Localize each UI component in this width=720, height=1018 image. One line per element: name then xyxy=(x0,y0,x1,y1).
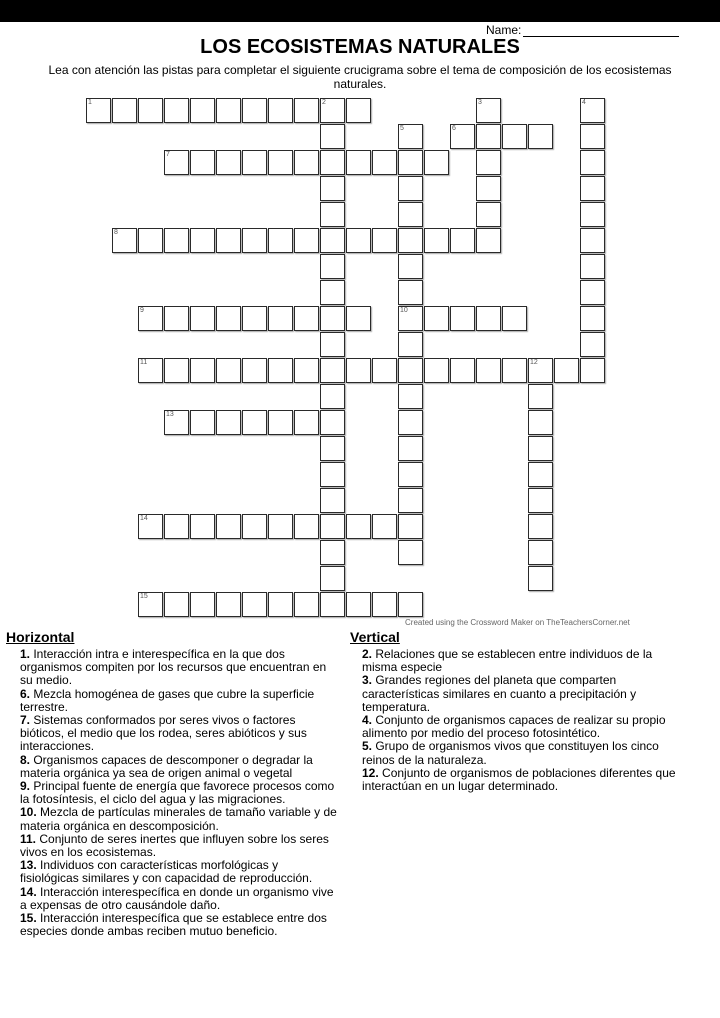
crossword-cell[interactable] xyxy=(268,150,293,175)
clue-number-10: 10 xyxy=(400,307,408,314)
horizontal-clue-text: Principal fuente de energía que favorece procesos como la fotosíntesis, el ciclo del agua y las migraciones. xyxy=(20,779,335,807)
crossword-cell[interactable] xyxy=(398,436,423,461)
crossword-cell[interactable] xyxy=(138,592,163,617)
horizontal-clue-text: Sistemas conformados por seres vivos o factores bióticos, el medio que los rodea, seres abióticos y sus interacciones. xyxy=(20,713,307,754)
vertical-clue-number: 5. xyxy=(362,739,373,754)
clue-number-7: 7 xyxy=(166,151,170,158)
crossword-cell[interactable] xyxy=(242,358,267,383)
crossword-cell[interactable] xyxy=(476,358,501,383)
crossword-cell[interactable] xyxy=(398,228,423,253)
crossword-cell[interactable] xyxy=(398,202,423,227)
crossword-cell[interactable] xyxy=(320,124,345,149)
crossword-cell[interactable] xyxy=(346,228,371,253)
crossword-cell[interactable] xyxy=(528,124,553,149)
horizontal-clue xyxy=(20,833,338,859)
crossword-cell[interactable] xyxy=(450,228,475,253)
vertical-clue xyxy=(362,740,682,766)
crossword-cell[interactable] xyxy=(320,410,345,435)
crossword-cell[interactable] xyxy=(372,592,397,617)
crossword-cell[interactable] xyxy=(580,124,605,149)
crossword-cell[interactable] xyxy=(398,306,423,331)
crossword-cell[interactable] xyxy=(424,306,449,331)
crossword-cell[interactable] xyxy=(138,306,163,331)
crossword-cell[interactable] xyxy=(138,358,163,383)
crossword-cell[interactable] xyxy=(190,98,215,123)
crossword-cell[interactable] xyxy=(346,306,371,331)
crossword-cell[interactable] xyxy=(268,306,293,331)
crossword-cell[interactable] xyxy=(424,150,449,175)
clue-number-6: 6 xyxy=(452,125,456,132)
crossword-cell[interactable] xyxy=(320,202,345,227)
crossword-cell[interactable] xyxy=(216,358,241,383)
crossword-cell[interactable] xyxy=(294,98,319,123)
crossword-cell[interactable] xyxy=(450,124,475,149)
crossword-cell[interactable] xyxy=(398,462,423,487)
crossword-cell[interactable] xyxy=(528,462,553,487)
crossword-cell[interactable] xyxy=(242,306,267,331)
credit-text: Created using the Crossword Maker on TheTeachersCorner.net xyxy=(405,618,630,627)
crossword-cell[interactable] xyxy=(164,98,189,123)
crossword-cell[interactable] xyxy=(528,436,553,461)
clue-number-9: 9 xyxy=(140,307,144,314)
crossword-cell[interactable] xyxy=(190,150,215,175)
clue-number-11: 11 xyxy=(140,359,148,366)
crossword-cell[interactable] xyxy=(476,202,501,227)
crossword-cell[interactable] xyxy=(268,228,293,253)
crossword-cell[interactable] xyxy=(372,228,397,253)
crossword-cell[interactable] xyxy=(580,332,605,357)
crossword-cell[interactable] xyxy=(320,332,345,357)
crossword-cell[interactable] xyxy=(398,592,423,617)
crossword-cell[interactable] xyxy=(320,176,345,201)
crossword-cell[interactable] xyxy=(398,332,423,357)
crossword-cell[interactable] xyxy=(216,592,241,617)
crossword-cell[interactable] xyxy=(346,150,371,175)
vertical-clue xyxy=(362,648,682,674)
vertical-clue-text: Conjunto de organismos capaces de realizar su propio alimento por medio del proceso fotosintético. xyxy=(362,713,666,741)
crossword-cell[interactable] xyxy=(398,254,423,279)
name-label: Name: xyxy=(486,23,522,37)
crossword-cell[interactable] xyxy=(294,514,319,539)
crossword-cell[interactable] xyxy=(580,228,605,253)
vertical-clue-text: Grupo de organismos vivos que constituyen los cinco reinos de la naturaleza. xyxy=(362,739,659,767)
clue-number-3: 3 xyxy=(478,99,482,106)
crossword-cell[interactable] xyxy=(190,306,215,331)
crossword-cell[interactable] xyxy=(216,514,241,539)
horizontal-clue xyxy=(20,912,338,938)
crossword-cell[interactable] xyxy=(112,228,137,253)
crossword-cell[interactable] xyxy=(164,514,189,539)
crossword-cell[interactable] xyxy=(320,228,345,253)
horizontal-clue-text: Organismos capaces de descomponer o degradar la materia orgánica ya sea de origen animal o vegetal xyxy=(20,752,313,780)
clue-number-15: 15 xyxy=(140,593,148,600)
crossword-cell[interactable] xyxy=(320,98,345,123)
vertical-clue-number: 12. xyxy=(362,765,379,780)
clue-number-1: 1 xyxy=(88,99,92,106)
horizontal-clue-text: Interacción interespecífica en donde un organismo vive a expensas de otro causándole daño. xyxy=(20,884,334,912)
crossword-cell[interactable] xyxy=(138,514,163,539)
horizontal-clue-list xyxy=(20,648,338,938)
crossword-cell[interactable] xyxy=(476,306,501,331)
crossword-cell[interactable] xyxy=(528,358,553,383)
crossword-cell[interactable] xyxy=(268,358,293,383)
crossword-cell[interactable] xyxy=(580,176,605,201)
crossword-cell[interactable] xyxy=(424,358,449,383)
crossword-cell[interactable] xyxy=(502,358,527,383)
crossword-cell[interactable] xyxy=(398,176,423,201)
horizontal-clue-number: 7. xyxy=(20,713,31,728)
crossword-cell[interactable] xyxy=(450,358,475,383)
crossword-cell[interactable] xyxy=(476,124,501,149)
crossword-cell[interactable] xyxy=(320,280,345,305)
crossword-cell[interactable] xyxy=(580,254,605,279)
crossword-cell[interactable] xyxy=(580,280,605,305)
clue-number-2: 2 xyxy=(322,99,326,106)
crossword-cell[interactable] xyxy=(424,228,449,253)
horizontal-clue xyxy=(20,806,338,832)
crossword-cell[interactable] xyxy=(528,410,553,435)
crossword-cell[interactable] xyxy=(164,592,189,617)
clue-number-4: 4 xyxy=(582,99,586,106)
horizontal-clue-number: 13. xyxy=(20,858,37,873)
crossword-cell[interactable] xyxy=(580,98,605,123)
crossword-cell[interactable] xyxy=(216,98,241,123)
crossword-cell[interactable] xyxy=(320,514,345,539)
vertical-clue xyxy=(362,674,682,714)
crossword-cell[interactable] xyxy=(554,358,579,383)
crossword-cell[interactable] xyxy=(242,410,267,435)
crossword-cell[interactable] xyxy=(398,410,423,435)
vertical-clue-number: 3. xyxy=(362,673,373,688)
vertical-clue xyxy=(362,714,682,740)
crossword-cell[interactable] xyxy=(372,150,397,175)
crossword-cell[interactable] xyxy=(476,176,501,201)
crossword-cell[interactable] xyxy=(268,514,293,539)
crossword-cell[interactable] xyxy=(346,358,371,383)
crossword-cell[interactable] xyxy=(528,384,553,409)
horizontal-heading: Horizontal xyxy=(6,629,75,645)
horizontal-clue-number: 10. xyxy=(20,805,37,820)
crossword-cell[interactable] xyxy=(528,488,553,513)
crossword-cell[interactable] xyxy=(190,410,215,435)
crossword-cell[interactable] xyxy=(398,540,423,565)
clue-number-14: 14 xyxy=(140,515,148,522)
crossword-cell[interactable] xyxy=(164,410,189,435)
horizontal-clue xyxy=(20,688,338,714)
horizontal-clue xyxy=(20,780,338,806)
crossword-cell[interactable] xyxy=(190,358,215,383)
crossword-cell[interactable] xyxy=(268,410,293,435)
vertical-clue-list xyxy=(362,648,682,793)
crossword-cell[interactable] xyxy=(528,540,553,565)
crossword-cell[interactable] xyxy=(294,228,319,253)
horizontal-clue xyxy=(20,754,338,780)
crossword-cell[interactable] xyxy=(476,228,501,253)
crossword-cell[interactable] xyxy=(242,150,267,175)
crossword-cell[interactable] xyxy=(320,488,345,513)
crossword-cell[interactable] xyxy=(268,98,293,123)
horizontal-clue-number: 1. xyxy=(20,647,31,661)
crossword-cell[interactable] xyxy=(476,150,501,175)
clue-number-8: 8 xyxy=(114,229,118,236)
crossword-cell[interactable] xyxy=(294,410,319,435)
crossword-cell[interactable] xyxy=(346,514,371,539)
crossword-cell[interactable] xyxy=(294,358,319,383)
crossword-cell[interactable] xyxy=(112,98,137,123)
crossword-cell[interactable] xyxy=(190,228,215,253)
crossword-cell[interactable] xyxy=(398,124,423,149)
horizontal-clue-text: Mezcla homogénea de gases que cubre la superficie terrestre. xyxy=(20,686,315,714)
crossword-cell[interactable] xyxy=(294,592,319,617)
crossword-cell[interactable] xyxy=(190,592,215,617)
crossword-cell[interactable] xyxy=(580,358,605,383)
crossword-cell[interactable] xyxy=(398,514,423,539)
crossword-cell[interactable] xyxy=(164,228,189,253)
top-black-bar xyxy=(0,0,720,22)
crossword-cell[interactable] xyxy=(502,124,527,149)
crossword-cell[interactable] xyxy=(398,384,423,409)
crossword-cell[interactable] xyxy=(242,592,267,617)
crossword-cell[interactable] xyxy=(320,254,345,279)
crossword-cell[interactable] xyxy=(294,306,319,331)
vertical-clue-text: Grandes regiones del planeta que comparten características similares en cuanto a precipitación y temperatura. xyxy=(362,673,637,714)
vertical-heading: Vertical xyxy=(350,629,400,645)
crossword-cell[interactable] xyxy=(216,150,241,175)
instructions: Lea con atención las pistas para completar el siguiente crucigrama sobre el tema de composición de los ecosistemas naturales. xyxy=(48,63,672,91)
crossword-cell[interactable] xyxy=(320,306,345,331)
crossword-cell[interactable] xyxy=(398,280,423,305)
crossword-cell[interactable] xyxy=(138,228,163,253)
crossword-cell[interactable] xyxy=(320,540,345,565)
crossword-cell[interactable] xyxy=(320,150,345,175)
vertical-clue-number: 2. xyxy=(362,647,373,661)
crossword-cell[interactable] xyxy=(450,306,475,331)
crossword-cell[interactable] xyxy=(580,150,605,175)
crossword-cell[interactable] xyxy=(242,514,267,539)
crossword-cell[interactable] xyxy=(320,462,345,487)
crossword-cell[interactable] xyxy=(398,488,423,513)
name-field[interactable] xyxy=(486,23,679,37)
horizontal-clue-text: Interacción interespecífica que se establece entre dos especies donde ambas reciben mutuo beneficio. xyxy=(20,911,327,939)
vertical-clue-text: Relaciones que se establecen entre individuos de la misma especie xyxy=(362,647,653,675)
horizontal-clue-number: 8. xyxy=(20,752,31,767)
crossword-cell[interactable] xyxy=(346,592,371,617)
horizontal-clue-text: Mezcla de partículas minerales de tamaño variable y de materia orgánica en descomposición. xyxy=(20,805,337,833)
crossword-cell[interactable] xyxy=(320,592,345,617)
vertical-clue xyxy=(362,767,682,793)
crossword-cell[interactable] xyxy=(216,306,241,331)
page-title: LOS ECOSISTEMAS NATURALES xyxy=(200,36,520,58)
clue-number-5: 5 xyxy=(400,125,404,132)
crossword-cell[interactable] xyxy=(320,566,345,591)
crossword-cell[interactable] xyxy=(346,98,371,123)
crossword-cell[interactable] xyxy=(294,150,319,175)
horizontal-clue-text: Interacción intra e interespecífica en la que dos organismos compiten por los recursos que encuentran en su medio. xyxy=(20,647,327,688)
crossword-cell[interactable] xyxy=(164,150,189,175)
crossword-cell[interactable] xyxy=(528,566,553,591)
horizontal-clue-text: Conjunto de seres inertes que influyen sobre los seres vivos en los ecosistemas. xyxy=(20,831,329,860)
crossword-cell[interactable] xyxy=(398,358,423,383)
crossword-cell[interactable] xyxy=(320,384,345,409)
crossword-cell[interactable] xyxy=(580,202,605,227)
crossword-cell[interactable] xyxy=(320,436,345,461)
horizontal-clue xyxy=(20,859,338,885)
horizontal-clue xyxy=(20,886,338,912)
horizontal-clue-number: 14. xyxy=(20,884,37,899)
crossword-cell[interactable] xyxy=(164,306,189,331)
clue-number-12: 12 xyxy=(530,359,538,366)
horizontal-clue-number: 15. xyxy=(20,911,37,926)
crossword-cell[interactable] xyxy=(528,514,553,539)
crossword-cell[interactable] xyxy=(372,514,397,539)
crossword-cell[interactable] xyxy=(86,98,111,123)
crossword-cell[interactable] xyxy=(138,98,163,123)
crossword-cell[interactable] xyxy=(190,514,215,539)
horizontal-clue-text: Individuos con características morfológicas y fisiológicas similares y con capacidad de reproducción. xyxy=(20,858,313,886)
crossword-cell[interactable] xyxy=(268,592,293,617)
horizontal-clue-number: 6. xyxy=(20,686,31,701)
vertical-clue-text: Conjunto de organismos de poblaciones diferentes que interactúan en un lugar determinado. xyxy=(362,765,676,794)
horizontal-clue xyxy=(20,714,338,754)
crossword-cell[interactable] xyxy=(398,150,423,175)
crossword-cell[interactable] xyxy=(372,358,397,383)
crossword-cell[interactable] xyxy=(580,306,605,331)
crossword-cell[interactable] xyxy=(216,410,241,435)
crossword-cell[interactable] xyxy=(216,228,241,253)
crossword-cell[interactable] xyxy=(502,306,527,331)
crossword-cell[interactable] xyxy=(242,228,267,253)
vertical-clue-number: 4. xyxy=(362,713,373,728)
horizontal-clue-number: 9. xyxy=(20,779,31,794)
clue-number-13: 13 xyxy=(166,411,174,418)
horizontal-clue xyxy=(20,648,338,688)
crossword-cell[interactable] xyxy=(320,358,345,383)
horizontal-clue-number: 11. xyxy=(20,831,37,846)
crossword-cell[interactable] xyxy=(476,98,501,123)
crossword-cell[interactable] xyxy=(242,98,267,123)
crossword-cell[interactable] xyxy=(164,358,189,383)
